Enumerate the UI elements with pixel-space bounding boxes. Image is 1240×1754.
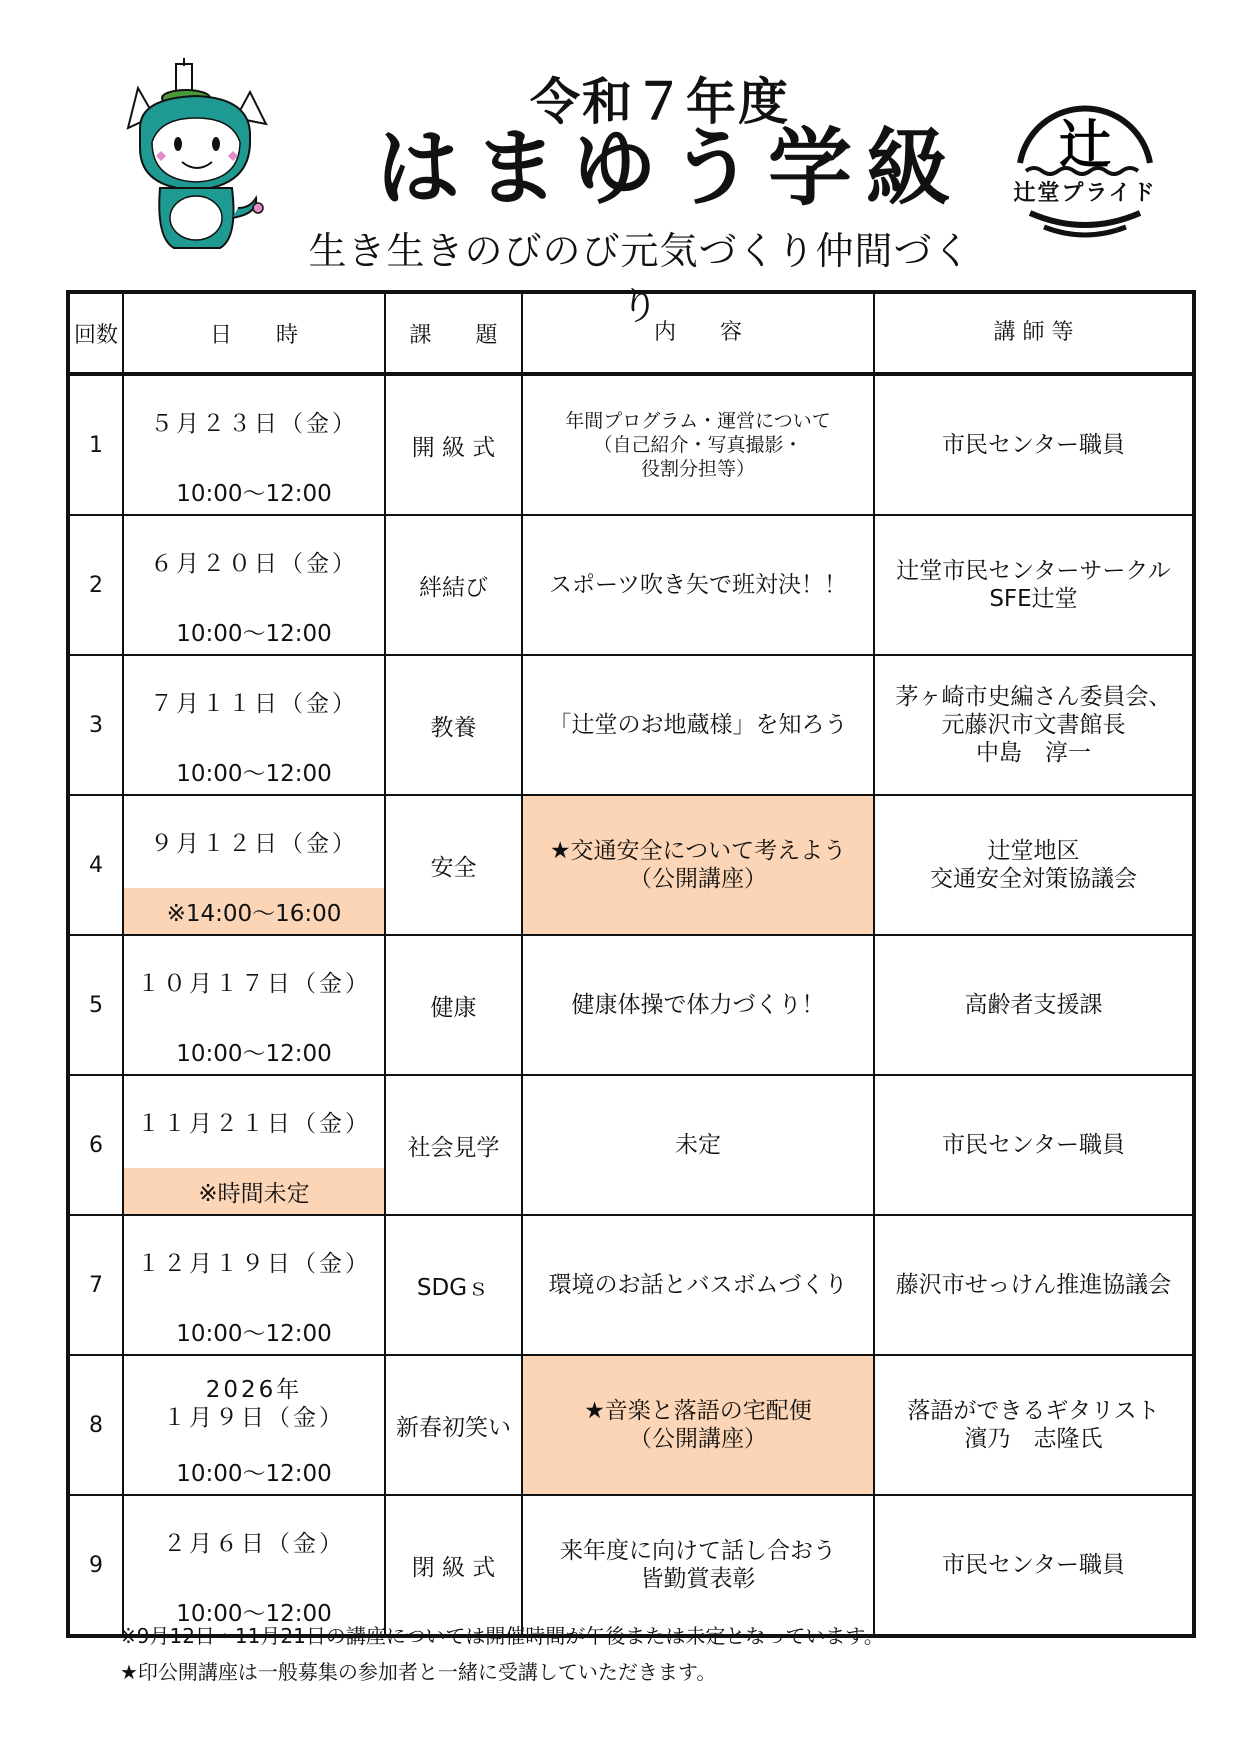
row-topic: SDGｓ <box>385 1215 522 1355</box>
year-title: 令和７年度 <box>530 73 790 131</box>
row-topic: 教養 <box>385 655 522 795</box>
row-lecturer: 辻堂地区 交通安全対策協議会 <box>874 795 1194 935</box>
row-topic: 健康 <box>385 935 522 1075</box>
row-lecturer: 市民センター職員 <box>874 1075 1194 1215</box>
row-content: 未定 <box>522 1075 874 1215</box>
row-content: 年間プログラム・運営について （自己紹介・写真撮影・ 役割分担等） <box>522 374 874 515</box>
row-topic: 社会見学 <box>385 1075 522 1215</box>
row-date: １２月１９日（金） <box>137 1251 371 1277</box>
table-row <box>68 1075 1194 1215</box>
tsujido-pride-logo <box>1000 105 1170 245</box>
header-datetime: 日 時 <box>123 292 385 374</box>
row-datetime <box>123 374 385 515</box>
table-row <box>68 1215 1194 1355</box>
table-row <box>68 655 1194 795</box>
row-topic: 安全 <box>385 795 522 935</box>
logo-text: 辻堂プライド <box>1013 181 1157 206</box>
row-content: 来年度に向けて話し合おう 皆勤賞表彰 <box>522 1495 874 1636</box>
table-row <box>68 374 1194 515</box>
row-time: 10:00〜12:00 <box>176 480 332 507</box>
row-number: 4 <box>68 795 123 935</box>
row-date: ９月１２日（金） <box>150 831 358 857</box>
row-datetime <box>123 1075 385 1215</box>
row-content: 環境のお話とバスボムづくり <box>522 1215 874 1355</box>
row-content: 健康体操で体力づくり！ <box>522 935 874 1075</box>
table-row <box>68 795 1194 935</box>
row-time: 10:00〜12:00 <box>176 1460 332 1487</box>
row-number: 3 <box>68 655 123 795</box>
row-datetime <box>123 1495 385 1636</box>
row-number: 5 <box>68 935 123 1075</box>
row-number: 1 <box>68 374 123 515</box>
row-time: 10:00〜12:00 <box>176 1600 332 1627</box>
footnotes <box>120 1618 884 1690</box>
header-content: 内 容 <box>522 292 874 374</box>
footnote-time: ※9月12日・11月21日の講座については開催時間が午後または未定となっています。 <box>120 1624 884 1648</box>
row-number: 6 <box>68 1075 123 1215</box>
row-date: １０月１７日（金） <box>137 971 371 997</box>
row-topic: 開 級 式 <box>385 374 522 515</box>
schedule-body <box>68 374 1194 1636</box>
row-date: 2026年 １月９日（金） <box>163 1377 345 1431</box>
row-date: ６月２０日（金） <box>150 551 358 577</box>
row-date: ５月２３日（金） <box>150 411 358 437</box>
subtitle: 生き生きのびのび元気づくり仲間づくり <box>308 229 972 328</box>
row-time: 10:00〜12:00 <box>176 620 332 647</box>
table-row <box>68 1355 1194 1495</box>
table-header-row <box>68 292 1194 374</box>
footnote-public: ★印公開講座は一般募集の参加者と一緒に受講していただきます。 <box>120 1660 717 1684</box>
row-time: ※時間未定 <box>124 1168 384 1214</box>
row-lecturer: 市民センター職員 <box>874 374 1194 515</box>
header-no: 回数 <box>68 292 123 374</box>
row-date: ２月６日（金） <box>163 1531 345 1557</box>
row-time: 10:00〜12:00 <box>176 1040 332 1067</box>
table-row <box>68 1495 1194 1636</box>
row-content: ★音楽と落語の宅配便 （公開講座） <box>522 1355 874 1495</box>
row-datetime <box>123 1215 385 1355</box>
row-time: 10:00〜12:00 <box>176 1320 332 1347</box>
table-row <box>68 515 1194 655</box>
row-datetime <box>123 935 385 1075</box>
row-content: ★交通安全について考えよう （公開講座） <box>522 795 874 935</box>
row-lecturer: 市民センター職員 <box>874 1495 1194 1636</box>
main-title: はまゆう学級 <box>375 119 964 217</box>
row-number: 7 <box>68 1215 123 1355</box>
row-lecturer: 藤沢市せっけん推進協議会 <box>874 1215 1194 1355</box>
header-topic: 課 題 <box>385 292 522 374</box>
row-content: 「辻堂のお地蔵様」を知ろう <box>522 655 874 795</box>
header-lecturer: 講 師 等 <box>874 292 1194 374</box>
row-time: 10:00〜12:00 <box>176 760 332 787</box>
row-number: 8 <box>68 1355 123 1495</box>
row-lecturer: 落語ができるギタリスト 濱乃 志隆氏 <box>874 1355 1194 1495</box>
mascot-illustration <box>120 58 280 258</box>
row-datetime <box>123 1355 385 1495</box>
row-datetime <box>123 515 385 655</box>
row-lecturer: 茅ヶ崎市史編さん委員会、 元藤沢市文書館長 中島 淳一 <box>874 655 1194 795</box>
row-topic: 絆結び <box>385 515 522 655</box>
row-lecturer: 辻堂市民センターサークル SFE辻堂 <box>874 515 1194 655</box>
row-topic: 閉 級 式 <box>385 1495 522 1636</box>
row-number: 9 <box>68 1495 123 1636</box>
row-content: スポーツ吹き矢で班対決！！ <box>522 515 874 655</box>
row-topic: 新春初笑い <box>385 1355 522 1495</box>
logo-kanji: 辻 <box>1058 116 1112 176</box>
row-lecturer: 高齢者支援課 <box>874 935 1194 1075</box>
row-datetime <box>123 795 385 935</box>
table-row <box>68 935 1194 1075</box>
row-datetime <box>123 655 385 795</box>
row-date: ７月１１日（金） <box>150 691 358 717</box>
row-date: １１月２１日（金） <box>137 1111 371 1137</box>
schedule-table <box>66 290 1196 1638</box>
row-time: ※14:00〜16:00 <box>124 888 384 934</box>
row-number: 2 <box>68 515 123 655</box>
